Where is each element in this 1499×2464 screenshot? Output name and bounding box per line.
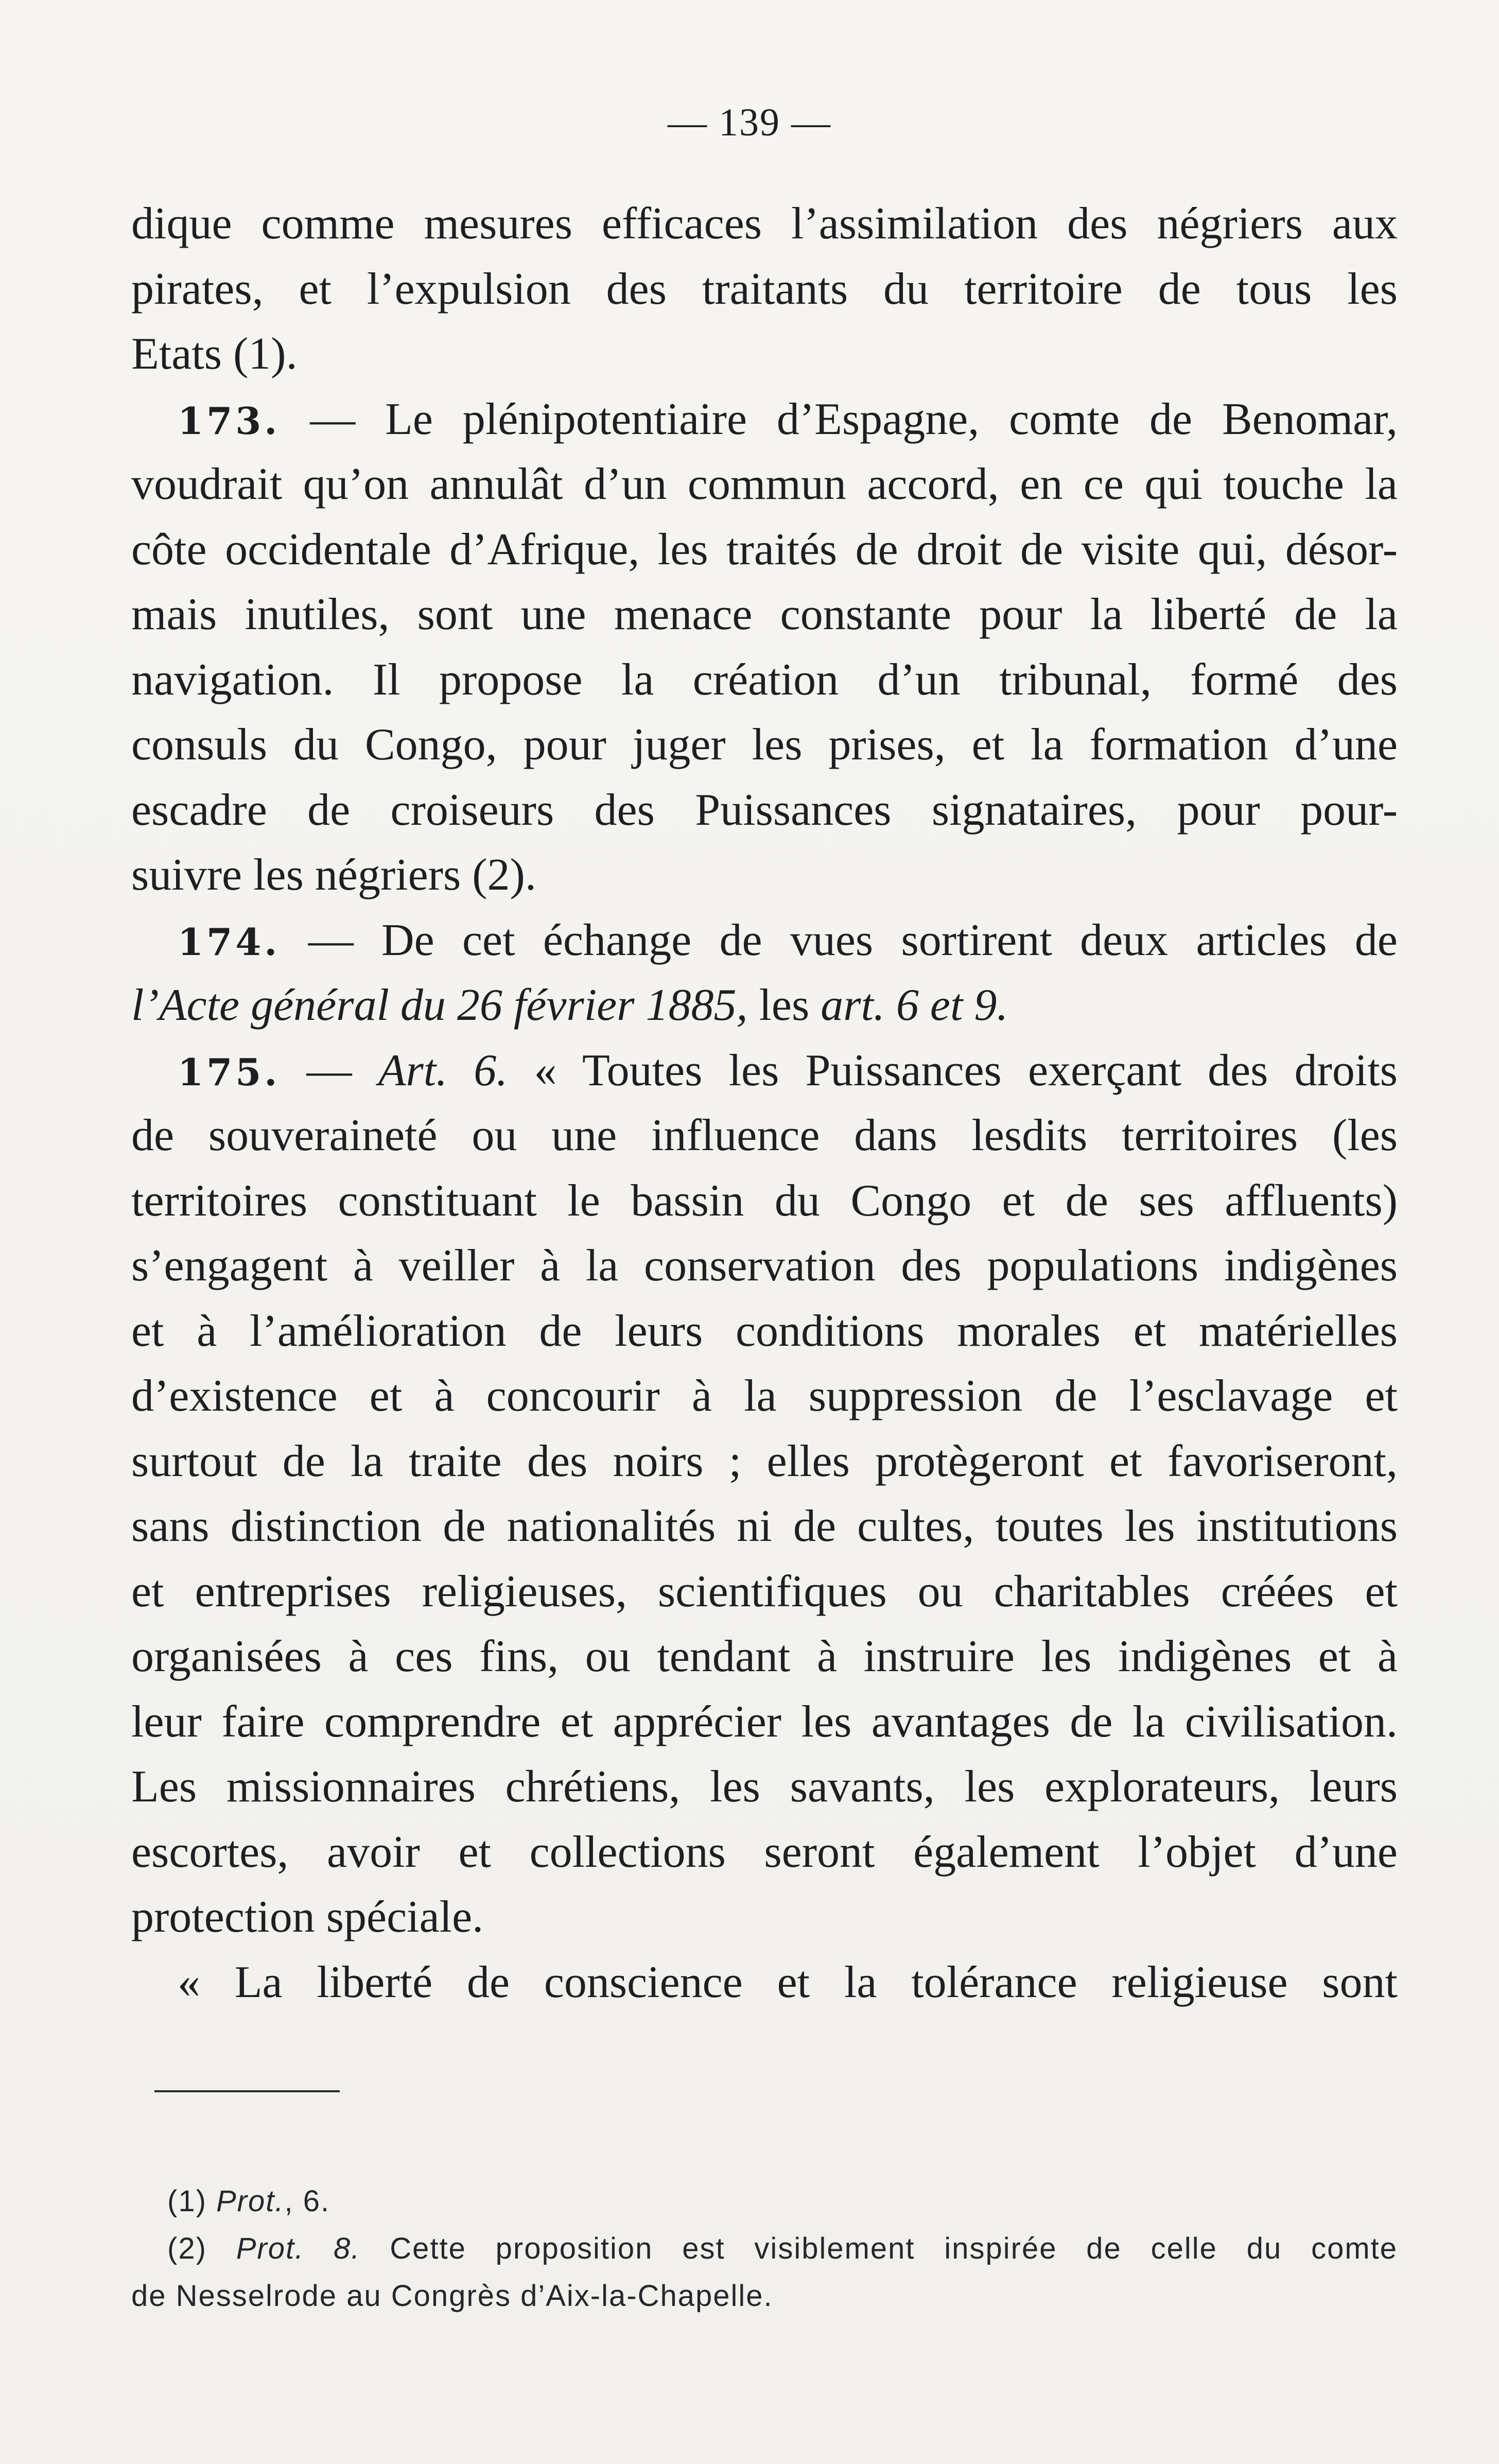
paragraph-175-first-line <box>131 1038 1398 1104</box>
text-line: sans distinction de nationalités ni de cultes, toutes les institutions <box>131 1501 1398 1551</box>
italic-text: l’Acte général du 26 février 1885, <box>131 980 748 1030</box>
main-text <box>131 192 1398 2015</box>
footnote-2 <box>131 2225 1398 2272</box>
article-label: Art. 6. <box>378 1045 508 1096</box>
page-number: — 139 — <box>668 101 831 144</box>
text-line: et à l’amélioration de leurs conditions morales et matérielles <box>131 1306 1398 1356</box>
text-line: côte occidentale d’Afrique, les traités de droit de visite qui, désor- <box>131 524 1398 575</box>
footnote-2-continued: de Nesselrode au Congrès d’Aix-la-Chapelle. <box>131 2279 773 2313</box>
text-line: suivre les négriers (2). <box>131 850 536 900</box>
paragraph-number: 173. <box>178 398 281 443</box>
footnote-reference: Prot. 8. <box>236 2232 361 2265</box>
paragraph-174-first-line <box>131 908 1398 974</box>
paragraph-number: 175. <box>178 1050 281 1094</box>
text-line: mais inutiles, sont une menace constante pour la liberté de la <box>131 589 1398 639</box>
text-segment: « Toutes les Puissances exerçant des droits <box>508 1045 1398 1096</box>
text-line: organisées à ces fins, ou tendant à instruire les indigènes et à <box>131 1632 1398 1681</box>
italic-text: art. 6 et 9. <box>821 980 1008 1030</box>
text-segment: les <box>747 980 821 1030</box>
text-line: Les missionnaires chrétiens, les savants, les explorateurs, leurs <box>131 1762 1398 1812</box>
text-segment: — De cet échange de vues sortirent deux articles de <box>280 915 1398 965</box>
text-line <box>131 973 1398 1038</box>
footnote-divider <box>154 2090 340 2092</box>
text-line: dique comme mesures efficaces l’assimilation des négriers aux <box>131 199 1398 249</box>
footnotes <box>131 2178 1398 2320</box>
paragraph-continued-line: « La liberté de conscience et la tolérance religieuse sont <box>178 1957 1398 2007</box>
text-segment: — Le plénipotentiaire d’Espagne, comte de Benomar, <box>280 394 1398 444</box>
text-line: voudrait qu’on annulât d’un commun accord, en ce qui touche la <box>131 459 1398 509</box>
text-line: s’engagent à veiller à la conservation des populations indigènes <box>131 1241 1398 1291</box>
paragraph-number: 174. <box>178 919 281 964</box>
text-segment: — <box>280 1045 378 1096</box>
footnote-1 <box>131 2178 1398 2225</box>
text-line: et entreprises religieuses, scientifiques ou charitables créées et <box>131 1566 1398 1617</box>
text-line: pirates, et l’expulsion des traitants du territoire de tous les <box>131 264 1398 314</box>
text-line: de souveraineté ou une influence dans lesdits territoires (les <box>131 1110 1398 1160</box>
text-line: protection spéciale. <box>131 1892 484 1942</box>
footnote-marker: (2) <box>167 2232 236 2265</box>
text-line: Etats (1). <box>131 329 298 379</box>
text-line: navigation. Il propose la création d’un tribunal, formé des <box>131 654 1398 705</box>
text-line: d’existence et à concourir à la suppression de l’esclavage et <box>131 1371 1398 1421</box>
footnote-reference: Prot. <box>216 2184 285 2218</box>
text-line: consuls du Congo, pour juger les prises, et la formation d’une <box>131 720 1398 770</box>
footnote-text: , 6. <box>284 2184 330 2218</box>
text-line: territoires constituant le bassin du Congo et de ses affluents) <box>131 1175 1398 1226</box>
text-line: escadre de croiseurs des Puissances signataires, pour pour- <box>131 785 1398 835</box>
footnote-marker: (1) <box>167 2184 216 2218</box>
footnote-text: Cette proposition est visiblement inspirée de celle du comte <box>360 2232 1398 2265</box>
paragraph-173-first-line <box>131 387 1398 453</box>
text-line: surtout de la traite des noirs ; elles protègeront et favoriseront, <box>131 1436 1398 1486</box>
text-line: escortes, avoir et collections seront également l’objet d’une <box>131 1827 1398 1877</box>
text-line: leur faire comprendre et apprécier les avantages de la civilisation. <box>131 1696 1398 1747</box>
